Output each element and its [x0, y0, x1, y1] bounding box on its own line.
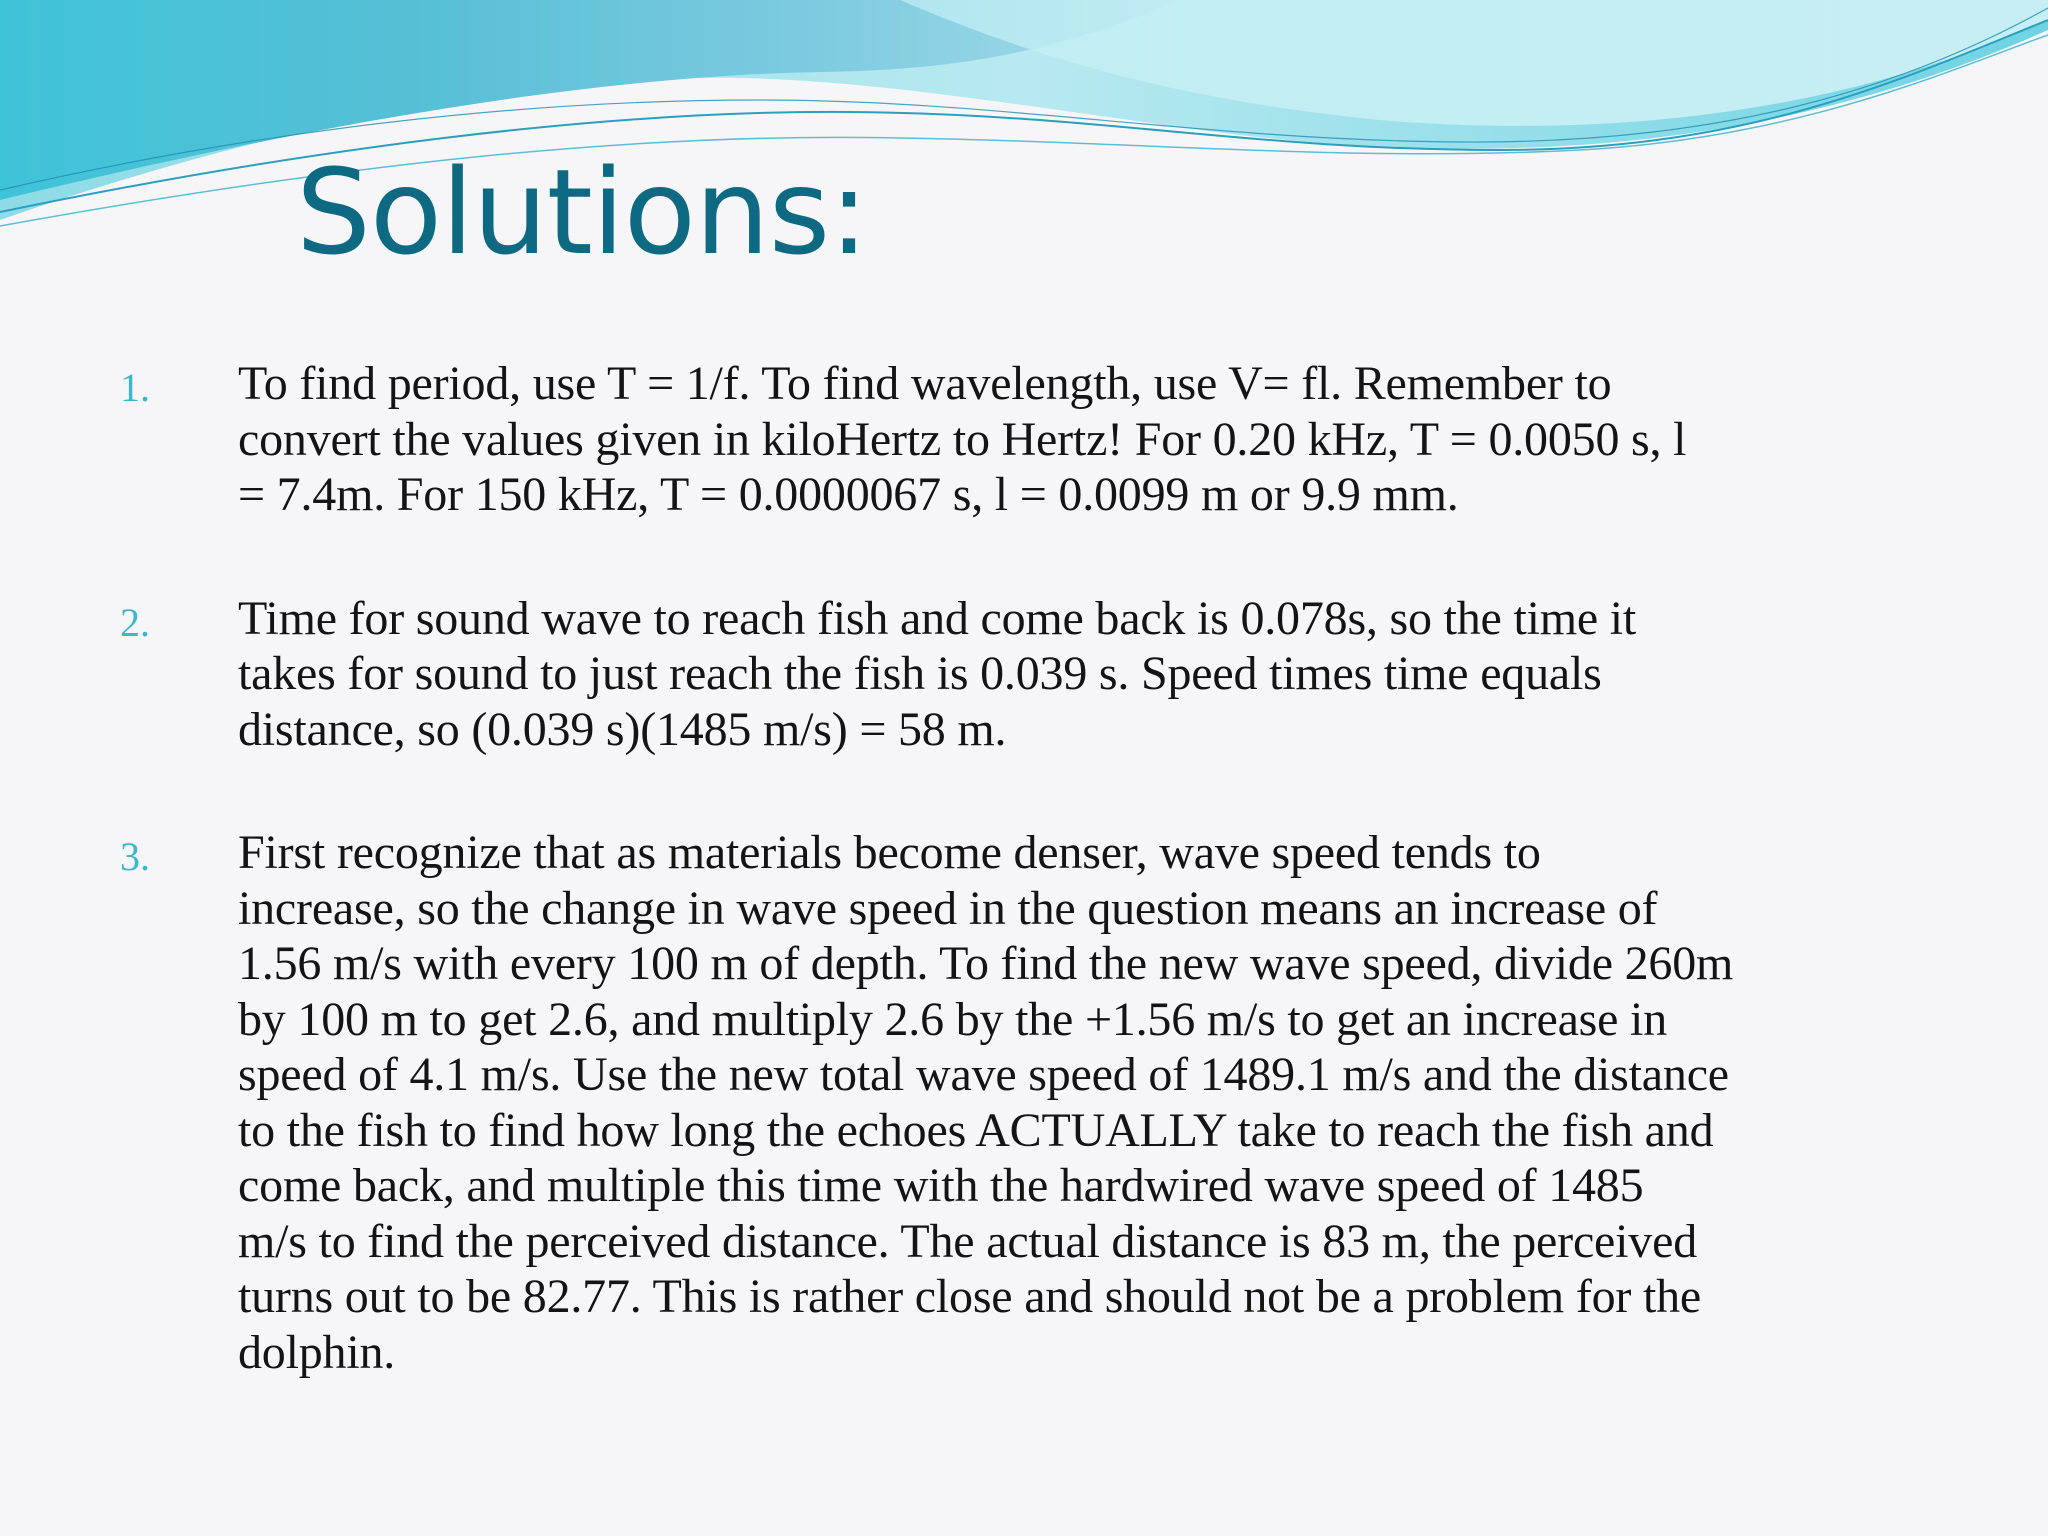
- text-line: increase, so the change in wave speed in the question means an increase of: [238, 881, 1658, 935]
- text-line: takes for sound to just reach the fish is 0.039 s. Speed times time equals: [238, 647, 1602, 700]
- solution-text: [238, 356, 1928, 523]
- solution-item-1: [0, 356, 2048, 523]
- solution-item-2: [0, 591, 2048, 758]
- text-line: to the fish to find how long the echoes ACTUALLY take to reach the fish and: [238, 1103, 1714, 1157]
- text-line: = 7.4m. For 150 kHz, T = 0.0000067 s, l = 0.0099 m or 9.9 mm.: [238, 468, 1459, 521]
- text-line: Time for sound wave to reach fish and come back is 0.078s, so the time it: [238, 591, 1637, 645]
- text-line: dolphin.: [238, 1325, 396, 1379]
- text-line: come back, and multiple this time with the hardwired wave speed of 1485: [238, 1159, 1644, 1212]
- slide-title: Solutions:: [296, 143, 868, 281]
- solutions-list: [0, 356, 2048, 1448]
- text-line: m/s to find the perceived distance. The actual distance is 83 m, the perceived: [238, 1214, 1697, 1268]
- solution-number: 2.: [120, 599, 150, 645]
- text-line: To find period, use T = 1/f. To find wavelength, use V= fl. Remember to: [238, 357, 1612, 410]
- text-line: by 100 m to get 2.6, and multiply 2.6 by the +1.56 m/s to get an increase in: [238, 992, 1667, 1046]
- text-line: turns out to be 82.77. This is rather close and should not be a problem for the: [238, 1270, 1702, 1323]
- text-line: First recognize that as materials become denser, wave speed tends to: [238, 826, 1541, 879]
- solution-text: [238, 591, 1928, 758]
- solution-item-3: [0, 825, 2048, 1380]
- solution-number: 3.: [120, 834, 150, 879]
- solution-text: [238, 825, 1928, 1380]
- text-line: distance, so (0.039 s)(1485 m/s) = 58 m.: [238, 702, 1007, 756]
- solution-number: 1.: [120, 365, 150, 410]
- text-line: convert the values given in kiloHertz to Hertz! For 0.20 kHz, T = 0.0050 s, l: [238, 412, 1687, 466]
- text-line: speed of 4.1 m/s. Use the new total wave speed of 1489.1 m/s and the distance: [238, 1048, 1729, 1101]
- text-line: 1.56 m/s with every 100 m of depth. To find the new wave speed, divide 260m: [238, 937, 1734, 990]
